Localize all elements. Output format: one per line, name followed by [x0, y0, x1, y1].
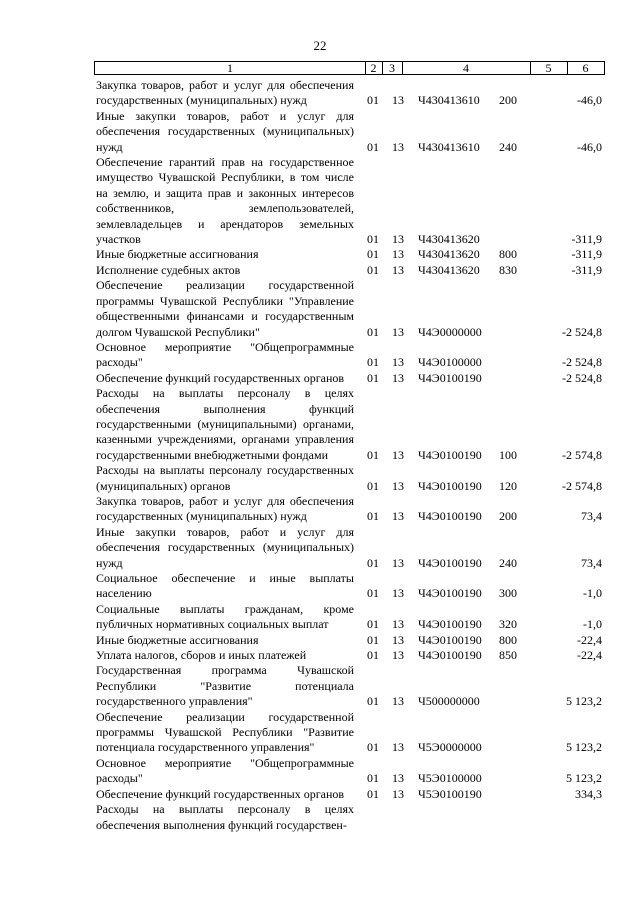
row-description: Обеспечение функций государственных органов — [96, 370, 345, 385]
row-subsection: 13 — [392, 694, 404, 709]
row-expense-type: 240 — [499, 555, 517, 570]
row-description: Расходы на выплаты персоналу в целях обеспечения выполнения функций государственными (муниципальными) органами, казенными учреждениями, органами управления государственными внебюджетными фондами — [96, 386, 354, 462]
row-section: 01 — [367, 555, 379, 570]
table-row — [96, 663, 606, 709]
row-subsection: 13 — [392, 586, 404, 601]
row-section: 01 — [367, 355, 379, 370]
row-amount: -22,4 — [577, 648, 602, 663]
row-section: 01 — [367, 509, 379, 524]
row-expense-type: 100 — [499, 447, 517, 462]
table-body — [96, 78, 606, 833]
row-amount: -22,4 — [577, 632, 602, 647]
row-description: Расходы на выплаты персоналу в целях обеспечения выполнения функций государствен- — [96, 802, 354, 832]
table-row — [96, 571, 606, 602]
row-subsection: 13 — [392, 617, 404, 632]
header-col-2: 2 — [365, 62, 383, 74]
table-row — [96, 109, 606, 155]
row-subsection: 13 — [392, 262, 404, 277]
row-subsection: 13 — [392, 247, 404, 262]
row-expense-type: 120 — [499, 478, 517, 493]
row-amount: -1,0 — [583, 586, 602, 601]
row-target-article: Ч4Э0100000 — [418, 355, 482, 370]
row-section: 01 — [367, 617, 379, 632]
page-number: 22 — [313, 38, 327, 53]
row-target-article: Ч430413620 — [418, 247, 480, 262]
row-target-article: Ч5Э0000000 — [418, 740, 482, 755]
row-subsection: 13 — [392, 648, 404, 663]
table-row — [96, 278, 606, 340]
row-amount: -2 574,8 — [562, 447, 602, 462]
row-amount: 73,4 — [581, 555, 602, 570]
row-description: Закупка товаров, работ и услуг для обеспечения государственных (муниципальных) нужд — [96, 493, 354, 524]
table-row — [96, 263, 606, 278]
row-section: 01 — [367, 632, 379, 647]
table-row — [96, 802, 606, 833]
table-row — [96, 633, 606, 648]
row-amount: 5 123,2 — [566, 694, 602, 709]
row-amount: 334,3 — [575, 786, 602, 801]
row-target-article: Ч4Э0000000 — [418, 324, 482, 339]
table-row — [96, 155, 606, 247]
table-row — [96, 756, 606, 787]
row-description: Основное мероприятие "Общепрограммные расходы" — [96, 339, 354, 370]
table-header — [94, 61, 605, 75]
table-row — [96, 247, 606, 262]
row-description: Государственная программа Чувашской Республики "Развитие потенциала государственного управления" — [96, 663, 354, 709]
row-target-article: Ч430413610 — [418, 93, 480, 108]
row-target-article: Ч5Э0100190 — [418, 786, 482, 801]
row-description: Иные бюджетные ассигнования — [96, 632, 259, 647]
row-target-article: Ч4Э0100190 — [418, 478, 482, 493]
row-section: 01 — [367, 139, 379, 154]
row-section: 01 — [367, 786, 379, 801]
row-subsection: 13 — [392, 786, 404, 801]
row-target-article: Ч500000000 — [418, 694, 480, 709]
header-col-1: 1 — [95, 62, 366, 74]
row-subsection: 13 — [392, 139, 404, 154]
row-section: 01 — [367, 262, 379, 277]
row-target-article: Ч4Э0100190 — [418, 447, 482, 462]
row-description: Основное мероприятие "Общепрограммные расходы" — [96, 755, 354, 786]
row-amount: -311,9 — [571, 262, 602, 277]
row-section: 01 — [367, 740, 379, 755]
row-subsection: 13 — [392, 632, 404, 647]
row-section: 01 — [367, 232, 379, 247]
row-target-article: Ч4Э0100190 — [418, 648, 482, 663]
row-amount: -2 574,8 — [562, 478, 602, 493]
row-expense-type: 200 — [499, 93, 517, 108]
table-row — [96, 787, 606, 802]
row-target-article: Ч4Э0100190 — [418, 555, 482, 570]
row-target-article: Ч4Э0100190 — [418, 370, 482, 385]
row-subsection: 13 — [392, 370, 404, 385]
row-amount: -2 524,8 — [562, 355, 602, 370]
row-expense-type: 850 — [499, 648, 517, 663]
row-subsection: 13 — [392, 355, 404, 370]
row-amount: 5 123,2 — [566, 771, 602, 786]
row-target-article: Ч430413620 — [418, 262, 480, 277]
row-expense-type: 800 — [499, 247, 517, 262]
row-amount: -46,0 — [577, 139, 602, 154]
row-target-article: Ч4Э0100190 — [418, 586, 482, 601]
row-amount: 5 123,2 — [566, 740, 602, 755]
row-subsection: 13 — [392, 447, 404, 462]
row-amount: -1,0 — [583, 617, 602, 632]
row-description: Исполнение судебных актов — [96, 262, 241, 277]
row-section: 01 — [367, 324, 379, 339]
row-target-article: Ч4Э0100190 — [418, 617, 482, 632]
row-amount: -311,9 — [571, 247, 602, 262]
table-row — [96, 463, 606, 494]
table-row — [96, 78, 606, 109]
row-section: 01 — [367, 478, 379, 493]
row-description: Социальные выплаты гражданам, кроме публичных нормативных социальных выплат — [96, 601, 354, 632]
header-col-6: 6 — [582, 61, 589, 75]
table-row — [96, 386, 606, 463]
row-amount: 73,4 — [581, 509, 602, 524]
row-amount: -46,0 — [577, 93, 602, 108]
row-section: 01 — [367, 93, 379, 108]
header-col-5: 5 — [530, 62, 568, 74]
row-target-article: Ч4Э0100190 — [418, 509, 482, 524]
row-description: Расходы на выплаты персоналу государственных (муниципальных) органов — [96, 463, 354, 493]
row-subsection: 13 — [392, 740, 404, 755]
header-col-3: 3 — [382, 62, 403, 74]
row-subsection: 13 — [392, 232, 404, 247]
row-expense-type: 800 — [499, 632, 517, 647]
row-subsection: 13 — [392, 509, 404, 524]
row-description: Обеспечение реализации государственной программы Чувашской Республики "Управление общественными финансами и государственным долгом Чувашской Республики" — [96, 278, 354, 339]
row-subsection: 13 — [392, 93, 404, 108]
row-expense-type: 320 — [499, 617, 517, 632]
row-expense-type: 240 — [499, 139, 517, 154]
row-description: Иные бюджетные ассигнования — [96, 247, 259, 262]
table-row — [96, 494, 606, 525]
table-row — [96, 525, 606, 571]
table-row — [96, 602, 606, 633]
row-target-article: Ч430413620 — [418, 232, 480, 247]
row-amount: -2 524,8 — [562, 370, 602, 385]
row-description: Обеспечение гарантий прав на государственное имущество Чувашской Республики, в том числе на землю, и защита прав и законных интересов собственников, землепользователей, землевладельцев и арендаторов земельных участков — [96, 155, 354, 247]
row-subsection: 13 — [392, 478, 404, 493]
row-section: 01 — [367, 247, 379, 262]
row-section: 01 — [367, 648, 379, 663]
row-section: 01 — [367, 771, 379, 786]
row-description: Уплата налогов, сборов и иных платежей — [96, 648, 307, 663]
row-description: Социальное обеспечение и иные выплаты населению — [96, 571, 354, 601]
row-expense-type: 830 — [499, 262, 517, 277]
row-section: 01 — [367, 447, 379, 462]
row-description: Закупка товаров, работ и услуг для обеспечения государственных (муниципальных) нужд — [96, 78, 354, 108]
row-target-article: Ч430413610 — [418, 139, 480, 154]
row-amount: -311,9 — [571, 232, 602, 247]
row-section: 01 — [367, 694, 379, 709]
row-description: Обеспечение функций государственных органов — [96, 786, 345, 801]
row-target-article: Ч4Э0100190 — [418, 632, 482, 647]
table-row — [96, 340, 606, 371]
row-description: Обеспечение реализации государственной программы Чувашской Республики "Развитие потенциала государственного управления" — [96, 709, 354, 755]
row-expense-type: 300 — [499, 586, 517, 601]
row-section: 01 — [367, 586, 379, 601]
header-col-4: 4 — [402, 62, 531, 74]
table-row — [96, 648, 606, 663]
row-subsection: 13 — [392, 555, 404, 570]
row-description: Иные закупки товаров, работ и услуг для обеспечения государственных (муниципальных) нужд — [96, 108, 354, 154]
table-row — [96, 371, 606, 386]
row-subsection: 13 — [392, 771, 404, 786]
table-row — [96, 710, 606, 756]
row-expense-type: 200 — [499, 509, 517, 524]
row-description: Иные закупки товаров, работ и услуг для обеспечения государственных (муниципальных) нужд — [96, 524, 354, 570]
row-amount: -2 524,8 — [562, 324, 602, 339]
row-target-article: Ч5Э0100000 — [418, 771, 482, 786]
row-section: 01 — [367, 370, 379, 385]
row-subsection: 13 — [392, 324, 404, 339]
